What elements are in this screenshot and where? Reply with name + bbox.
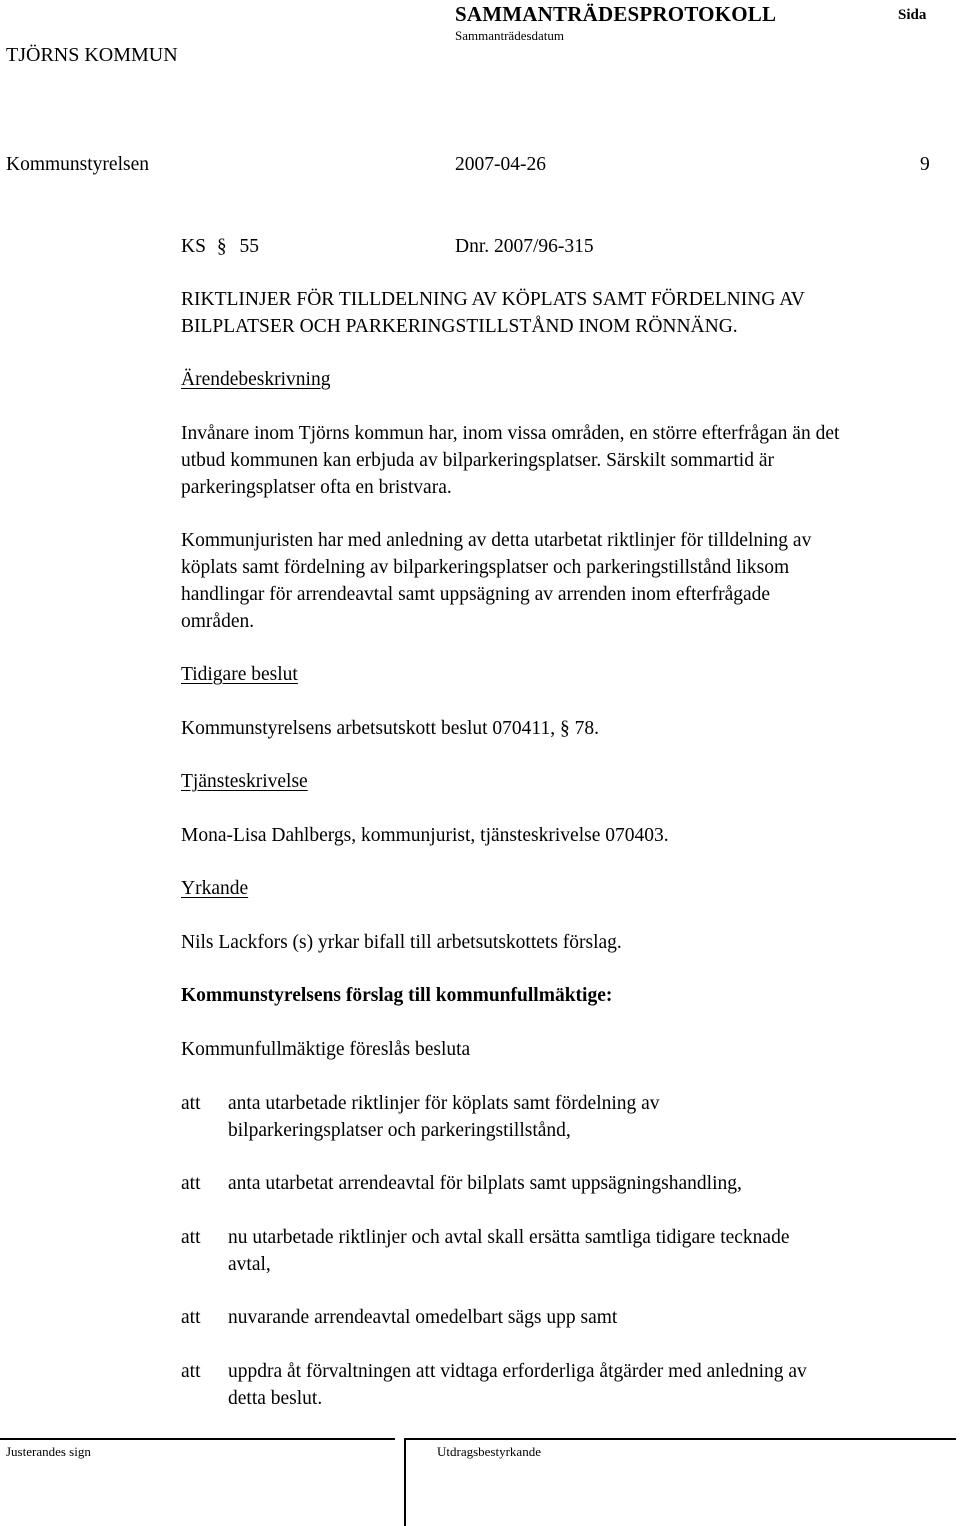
ks-number: 55 [239, 236, 259, 257]
organization-name: TJÖRNS KOMMUN [6, 44, 178, 66]
decision-item-line: uppdra åt förvaltningen att vidtaga erforderliga åtgärder med anledning av [228, 1361, 807, 1382]
arende-heading: Ärendebeskrivning [181, 369, 331, 390]
forslag-heading: Kommunstyrelsens förslag till kommunfullmäktige: [181, 985, 613, 1006]
decision-item-line: detta beslut. [228, 1388, 323, 1409]
decision-item-line: nuvarande arrendeavtal omedelbart sägs upp samt [228, 1307, 618, 1328]
section-symbol: § [216, 236, 227, 257]
decision-item-label: att [181, 1227, 201, 1248]
decision-item-label: att [181, 1361, 201, 1382]
justerandes-sign-label: Justerandes sign [6, 1444, 91, 1459]
meeting-date: 2007-04-26 [455, 154, 546, 175]
case-title-line: BILPLATSER OCH PARKERINGSTILLSTÅND INOM RÖNNÄNG. [181, 316, 738, 337]
decision-item-label: att [181, 1093, 201, 1114]
document-title: SAMMANTRÄDESPROTOKOLL [455, 2, 777, 26]
paragraph-line: handlingar för arrendeavtal samt uppsägning av arrenden inom efterfrågade [181, 584, 771, 605]
footer-divider-right [404, 1438, 956, 1440]
meeting-date-label: Sammanträdesdatum [455, 28, 565, 43]
arende-paragraph-2 [181, 527, 811, 635]
paragraph-line: utbud kommunen kan erbjuda av bilparkeringsplatser. Särskilt sommartid är [181, 450, 774, 471]
case-title [181, 286, 805, 340]
footer-divider-left [0, 1438, 395, 1440]
utdragsbestyrkande-label: Utdragsbestyrkande [437, 1444, 541, 1459]
decision-item-label: att [181, 1173, 201, 1194]
tidigare-heading: Tidigare beslut [181, 664, 298, 685]
page-label: Sida [898, 7, 927, 23]
decision-item-line: anta utarbetade riktlinjer för köplats samt fördelning av [228, 1093, 660, 1114]
case-title-line: RIKTLINJER FÖR TILLDELNING AV KÖPLATS SAMT FÖRDELNING AV [181, 289, 805, 310]
paragraph-line: köplats samt fördelning av bilparkeringsplatser och parkeringstillstånd liksom [181, 557, 790, 578]
forslag-intro: Kommunfullmäktige föreslås besluta [181, 1039, 471, 1060]
tjanste-heading: Tjänsteskrivelse [181, 771, 308, 792]
ks-prefix: KS [181, 236, 206, 257]
tjanste-text: Mona-Lisa Dahlbergs, kommunjurist, tjänsteskrivelse 070403. [181, 825, 669, 846]
dnr: Dnr. 2007/96-315 [455, 236, 594, 257]
paragraph-line: områden. [181, 611, 255, 632]
paragraph-line: parkeringsplatser ofta en bristvara. [181, 477, 452, 498]
case-number [181, 233, 259, 260]
page-number: 9 [920, 154, 930, 175]
decision-item-line: anta utarbetat arrendeavtal för bilplats samt uppsägningshandling, [228, 1173, 742, 1194]
meeting-body: Kommunstyrelsen [6, 154, 149, 175]
decision-item-line: avtal, [228, 1254, 271, 1275]
footer-vertical-divider [404, 1438, 406, 1526]
paragraph-line: Invånare inom Tjörns kommun har, inom vissa områden, en större efterfrågan än det [181, 423, 840, 444]
arende-paragraph-1 [181, 420, 839, 501]
decision-item-label: att [181, 1307, 201, 1328]
yrkande-heading: Yrkande [181, 878, 249, 899]
paragraph-line: Kommunjuristen har med anledning av detta utarbetat riktlinjer för tilldelning av [181, 530, 812, 551]
yrkande-text: Nils Lackfors (s) yrkar bifall till arbetsutskottets förslag. [181, 932, 622, 953]
decision-item-line: nu utarbetade riktlinjer och avtal skall ersätta samtliga tidigare tecknade [228, 1227, 790, 1248]
tidigare-text: Kommunstyrelsens arbetsutskott beslut 070411, § 78. [181, 718, 599, 739]
decision-item-line: bilparkeringsplatser och parkeringstillstånd, [228, 1120, 571, 1141]
